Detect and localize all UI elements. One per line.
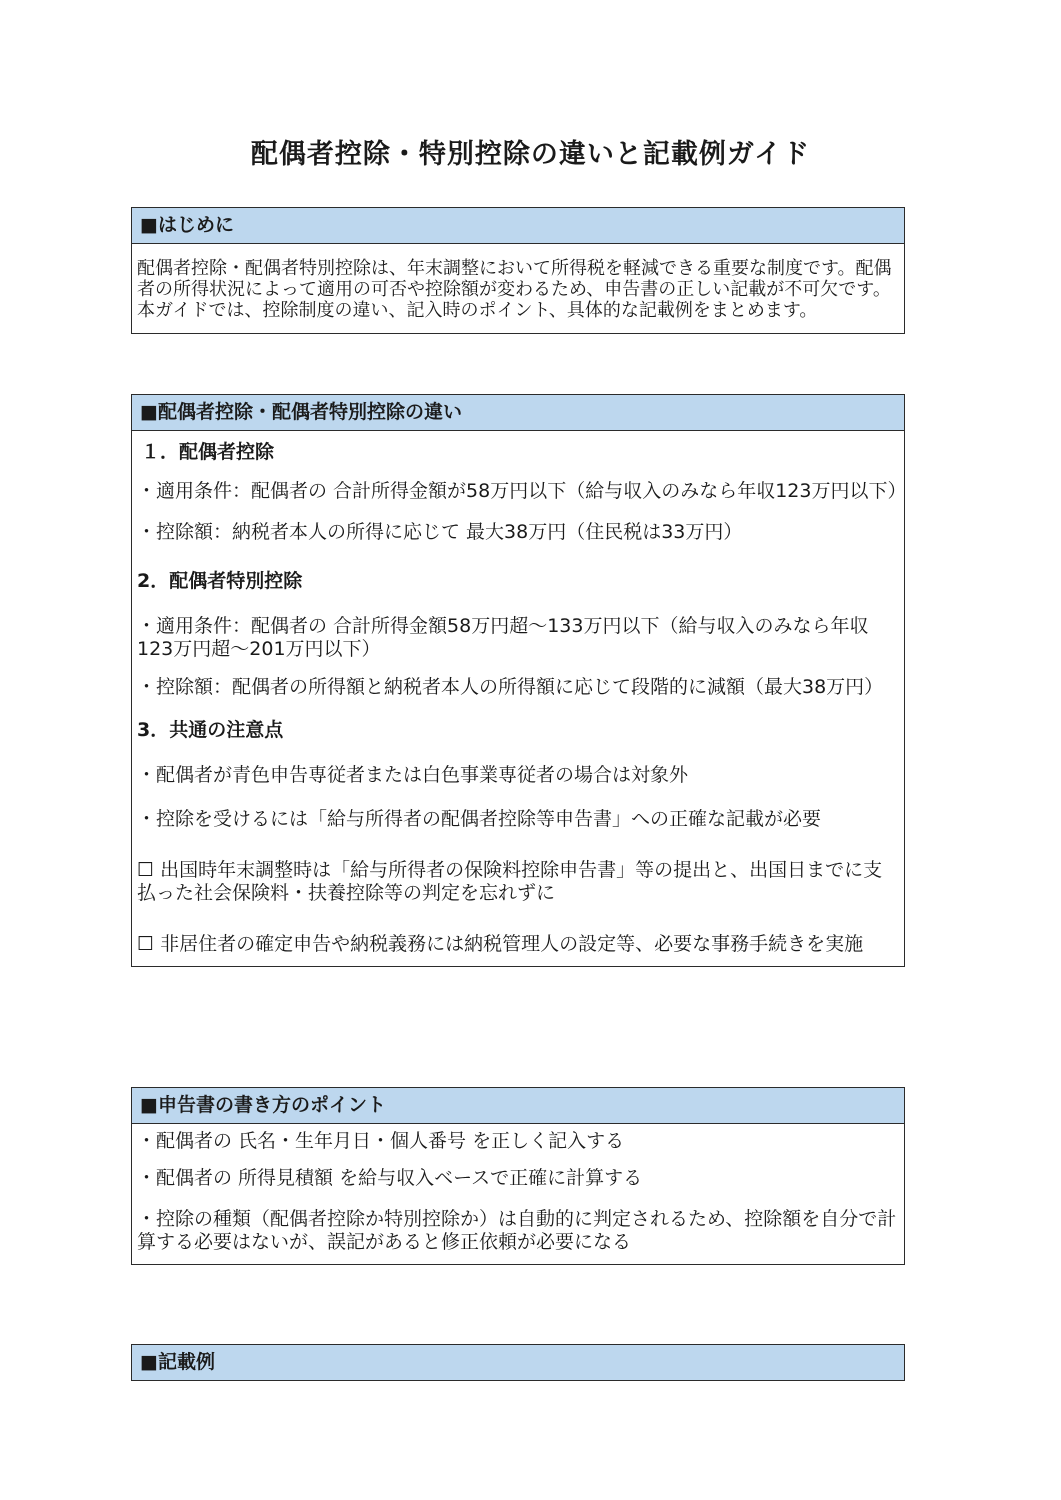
checklist-item: ☐ 出国時年末調整時は「給与所得者の保険料控除申告書」等の提出と、出国日までに支払った社会保険料・扶養控除等の判定を忘れずに — [137, 859, 883, 904]
example-section — [131, 1344, 905, 1381]
common-notes-heading: 3．共通の注意点 — [137, 719, 284, 741]
list-item: ・適用条件：配偶者の 合計所得金額が58万円以下（給与収入のみなら年収123万円以下） — [137, 480, 907, 502]
differences-section — [131, 394, 905, 967]
example-header: ■記載例 — [132, 1345, 904, 1380]
intro-section — [131, 207, 905, 334]
list-item: ・控除の種類（配偶者控除か特別控除か）は自動的に判定されるため、控除額を自分で計算する必要はないが、誤記があると修正依頼が必要になる — [137, 1208, 897, 1253]
list-item: ・控除額：納税者本人の所得に応じて 最大38万円（住民税は33万円） — [137, 521, 743, 543]
page-title: 配偶者控除・特別控除の違いと記載例ガイド — [250, 139, 811, 170]
list-item: ・配偶者の 氏名・生年月日・個人番号 を正しく記入する — [137, 1130, 625, 1152]
intro-body: 配偶者控除・配偶者特別控除は、年末調整において所得税を軽減できる重要な制度です。配偶者の所得状況によって適用の可否や控除額が変わるため、申告書の正しい記載が不可欠です。本ガイドでは、控除制度の違い、記入時のポイント、具体的な記載例をまとめます。 — [137, 258, 892, 321]
intro-header: ■はじめに — [132, 208, 904, 244]
checklist-item: ☐ 非居住者の確定申告や納税義務には納税管理人の設定等、必要な事務手続きを実施 — [137, 933, 864, 955]
list-item: ・適用条件：配偶者の 合計所得金額58万円超～133万円以下（給与収入のみなら年収123万円超～201万円以下） — [137, 615, 869, 660]
list-item: ・控除を受けるには「給与所得者の配偶者控除等申告書」への正確な記載が必要 — [137, 808, 822, 830]
list-item: ・控除額：配偶者の所得額と納税者本人の所得額に応じて段階的に減額（最大38万円） — [137, 676, 884, 698]
points-section — [131, 1087, 905, 1265]
list-item: ・配偶者の 所得見積額 を給与収入ベースで正確に計算する — [137, 1167, 643, 1189]
list-item: ・配偶者が青色申告専従者または白色事業専従者の場合は対象外 — [137, 764, 689, 786]
special-deduction-heading: 2．配偶者特別控除 — [137, 570, 303, 592]
differences-header: ■配偶者控除・配偶者特別控除の違い — [132, 395, 904, 431]
points-header: ■申告書の書き方のポイント — [132, 1088, 904, 1124]
spouse-deduction-heading: １．配偶者控除 — [141, 441, 275, 463]
